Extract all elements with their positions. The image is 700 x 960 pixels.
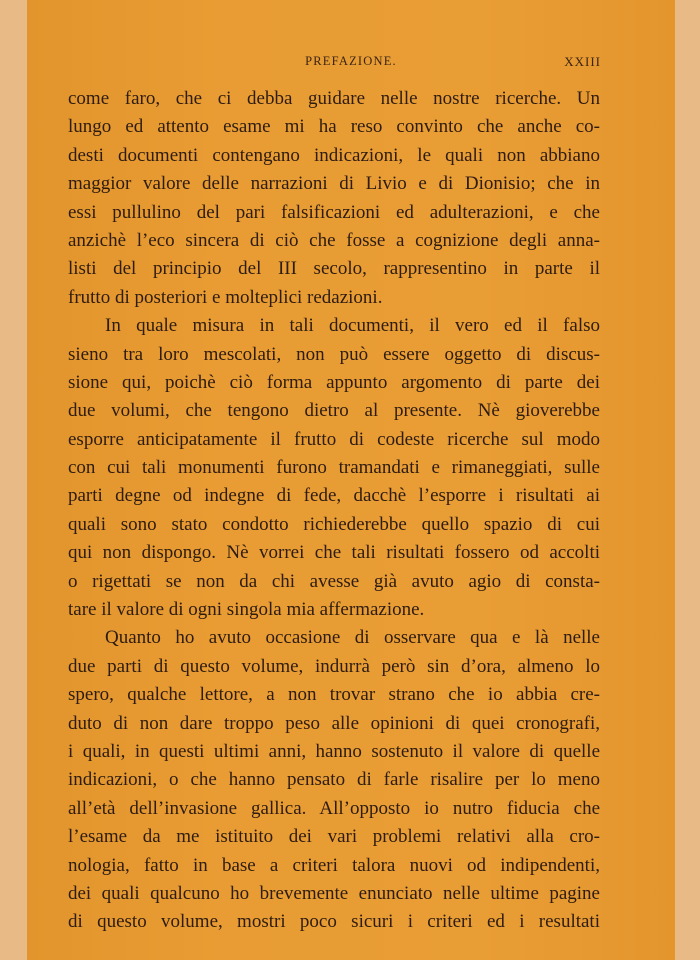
text-line: sione qui, poichè ciò forma appunto argomento di parte dei bbox=[68, 371, 600, 393]
text-line: anzichè l’eco sincera di ciò che fosse a cognizione degli anna- bbox=[68, 229, 600, 251]
text-line: listi del principio del III secolo, rappresentino in parte il bbox=[68, 258, 600, 280]
text-line: In quale misura in tali documenti, il vero ed il falso bbox=[105, 315, 600, 337]
text-line: dei quali qualcuno ho brevemente enunciato nelle ultime pagine bbox=[68, 882, 600, 904]
paragraph-3 bbox=[68, 624, 600, 936]
text-line: desti documenti contengano indicazioni, le quali non abbiano bbox=[68, 144, 600, 166]
text-line: l’esame da me istituito dei vari problemi relativi alla cro- bbox=[68, 826, 600, 848]
text-line: maggior valore delle narrazioni di Livio e di Dionisio; che in bbox=[68, 173, 600, 195]
page-number: XXIII bbox=[564, 54, 601, 69]
text-line: all’età dell’invasione gallica. All’opposto io nutro fiducia che bbox=[68, 797, 600, 819]
text-line: qui non dispongo. Nè vorrei che tali risultati fossero od accolti bbox=[68, 542, 600, 564]
text-line: esporre anticipatamente il frutto di codeste ricerche sul modo bbox=[68, 428, 600, 450]
text-line: due volumi, che tengono dietro al presente. Nè gioverebbe bbox=[68, 400, 600, 422]
text-line: parti degne od indegne di fede, dacchè l’esporre i risultati ai bbox=[68, 485, 600, 507]
text-line: spero, qualche lettore, a non trovar strano che io abbia cre- bbox=[68, 684, 600, 706]
text-line: essi pullulino del pari falsificazioni ed adulterazioni, e che bbox=[68, 201, 600, 223]
running-title: PREFAZIONE. bbox=[305, 54, 397, 68]
text-line: lungo ed attento esame mi ha reso convinto che anche co- bbox=[68, 116, 600, 138]
text-line: due parti di questo volume, indurrà però sin d’ora, almeno lo bbox=[68, 655, 600, 677]
text-line: con cui tali monumenti furono tramandati e rimaneggiati, sulle bbox=[68, 457, 600, 479]
text-line: come faro, che ci debba guidare nelle nostre ricerche. Un bbox=[68, 88, 600, 109]
text-line: di questo volume, mostri poco sicuri i criteri ed i resultati bbox=[68, 911, 600, 933]
text-line: o rigettati se non da chi avesse già avuto agio di consta- bbox=[68, 570, 600, 592]
paragraph-2 bbox=[68, 312, 600, 624]
text-line: sieno tra loro mescolati, non può essere oggetto di discus- bbox=[68, 343, 600, 365]
paragraph-1 bbox=[68, 85, 600, 312]
body-text bbox=[68, 85, 600, 937]
text-line: nologia, fatto in base a criteri talora nuovi od indipendenti, bbox=[68, 854, 600, 876]
text-line: tare il valore di ogni singola mia affermazione. bbox=[68, 599, 425, 621]
page-header bbox=[27, 54, 675, 72]
text-line: Quanto ho avuto occasione di osservare qua e là nelle bbox=[105, 627, 600, 649]
text-line: indicazioni, o che hanno pensato di farle risalire per lo meno bbox=[68, 769, 600, 791]
text-line: duto di non dare troppo peso alle opinioni di quei cronografi, bbox=[68, 712, 600, 734]
text-line: quali sono stato condotto richiederebbe quello spazio di cui bbox=[68, 513, 600, 535]
text-line: i quali, in questi ultimi anni, hanno sostenuto il valore di quelle bbox=[68, 740, 600, 762]
book-page bbox=[27, 0, 675, 960]
text-line: frutto di posteriori e molteplici redazioni. bbox=[68, 286, 383, 308]
